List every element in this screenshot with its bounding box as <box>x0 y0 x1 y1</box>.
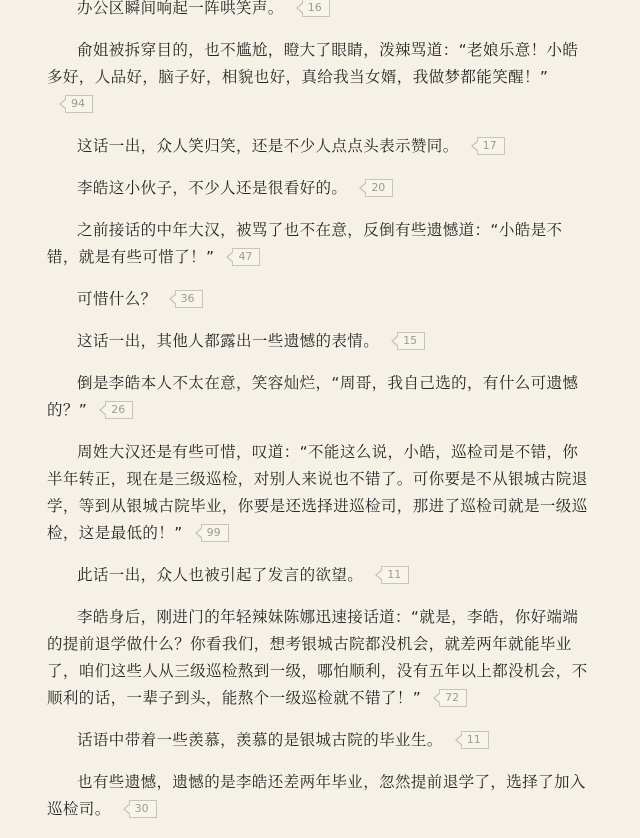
paragraph-comment-count[interactable]: 15 <box>397 332 425 350</box>
paragraph <box>0 175 640 202</box>
paragraph-text: 李皓身后，刚进门的年轻辣妹陈娜迅速接话道：“就是，李皓，你好端端的提前退学做什么？你看我们，想考银城古院都没机会，就差两年就能毕业了，咱们这些人从三级巡检熬到一级，哪怕顺利，没有五年以上都没机会，不顺利的话，一辈子到头，能熬个一级巡检就不错了！” <box>47 608 588 707</box>
paragraph <box>0 727 640 754</box>
paragraph-comment-count[interactable]: 16 <box>302 0 330 17</box>
paragraph <box>0 217 640 271</box>
paragraph <box>0 370 640 424</box>
paragraph-comment-count[interactable]: 20 <box>365 179 393 197</box>
paragraph <box>0 286 640 313</box>
paragraph-comment-count[interactable]: 36 <box>175 290 203 308</box>
paragraph-text: 俞姐被拆穿目的，也不尴尬，瞪大了眼睛，泼辣骂道：“老娘乐意！小皓多好，人品好，脑子好，相貌也好，真给我当女婿，我做梦都能笑醒！” <box>47 41 579 86</box>
paragraph-text: 办公区瞬间响起一阵哄笑声。 <box>77 0 284 17</box>
paragraph-text: 这话一出，其他人都露出一些遗憾的表情。 <box>77 332 380 350</box>
paragraph-comment-count[interactable]: 99 <box>201 524 229 542</box>
paragraph-comment-count[interactable]: 26 <box>105 401 133 419</box>
paragraph <box>0 604 640 712</box>
paragraph <box>0 328 640 355</box>
paragraph-comment-count[interactable]: 94 <box>65 95 93 113</box>
paragraph <box>0 562 640 589</box>
paragraph-text: 可惜什么？ <box>77 290 157 308</box>
paragraph-text: 李皓这小伙子，不少人还是很看好的。 <box>77 179 348 197</box>
paragraph-text: 周姓大汉还是有些可惜，叹道：“不能这么说，小皓，巡检司是不错，你半年转正，现在是三级巡检，对别人来说也不错了。可你要是不从银城古院退学，等到从银城古院毕业，你要是还选择进巡检司，那进了巡检司就是一级巡检，这是最低的！” <box>47 443 588 542</box>
paragraph-comment-count[interactable]: 11 <box>381 566 409 584</box>
paragraph-comment-count[interactable]: 30 <box>129 800 157 818</box>
paragraph-text: 这话一出，众人笑归笑，还是不少人点点头表示赞同。 <box>77 137 459 155</box>
paragraph-text: 倒是李皓本人不太在意，笑容灿烂，“周哥，我自己选的，有什么可遗憾的？” <box>47 374 579 419</box>
paragraph <box>0 133 640 160</box>
paragraph <box>0 769 640 823</box>
paragraph-comment-count[interactable]: 11 <box>461 731 489 749</box>
paragraph-comment-count[interactable]: 17 <box>477 137 505 155</box>
paragraph-text: 也有些遗憾，遗憾的是李皓还差两年毕业，忽然提前退学了，选择了加入巡检司。 <box>47 773 586 818</box>
paragraph <box>0 439 640 547</box>
paragraph-comment-count[interactable]: 47 <box>232 248 260 266</box>
paragraph-text: 话语中带着一些羡慕，羡慕的是银城古院的毕业生。 <box>77 731 443 749</box>
paragraph <box>0 37 640 118</box>
paragraph <box>0 0 640 22</box>
paragraph-text: 此话一出，众人也被引起了发言的欲望。 <box>77 566 364 584</box>
paragraph-text: 之前接话的中年大汉，被骂了也不在意，反倒有些遗憾道：“小皓是不错，就是有些可惜了！” <box>47 221 563 266</box>
paragraph-comment-count[interactable]: 72 <box>439 689 467 707</box>
